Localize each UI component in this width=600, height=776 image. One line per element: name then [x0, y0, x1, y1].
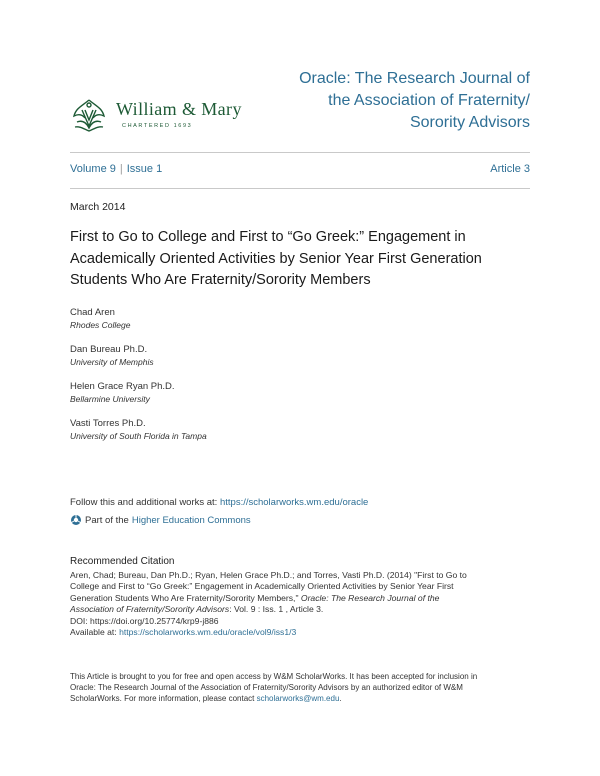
citation-heading: Recommended Citation: [70, 556, 175, 567]
citation-text: : Vol. 9 : Iss. 1 , Article 3.: [229, 604, 324, 615]
divider: [70, 188, 530, 189]
article-link[interactable]: Article 3: [490, 163, 530, 175]
follow-line: [70, 497, 368, 508]
crest-icon: [70, 96, 108, 134]
journal-name-italic: Oracle: The Research Journal of the: [300, 592, 440, 603]
footer-line: Oracle: The Research Journal of the Association of Fraternity/Sorority Advisors by an authorized editor of W&M: [70, 683, 463, 692]
author-name: Vasti Torres Ph.D.: [70, 418, 146, 429]
title-line: Academically Oriented Activities by Senior Year First Generation: [70, 250, 482, 267]
footer-text: .: [339, 694, 342, 703]
contact-email-link[interactable]: scholarworks@wm.edu: [256, 694, 340, 703]
journal-name-italic: Association of Fraternity/Sorority Advisors: [70, 604, 230, 615]
journal-title-line: the Association of Fraternity/: [328, 92, 530, 109]
divider: [70, 152, 530, 153]
article-title: [70, 227, 535, 292]
author-affiliation: Rhodes College: [70, 320, 131, 330]
available-text: Available at:: [70, 627, 120, 638]
citation-line: Aren, Chad; Bureau, Dan Ph.D.; Ryan, Helen Grace Ph.D.; and Torres, Vasti Ph.D. (2014) "First to Go to: [70, 570, 467, 580]
citation-line: [70, 593, 540, 604]
part-of-text: Part of the: [85, 514, 129, 526]
logo-wordmark: William & Mary: [116, 99, 242, 119]
william-mary-logo: [70, 96, 270, 138]
title-line: Students Who Are Fraternity/Sorority Members: [70, 272, 371, 288]
author-block: [70, 381, 175, 405]
footer-text: ScholarWorks. For more information, please contact: [70, 694, 257, 703]
footer-line: [70, 693, 540, 704]
title-line: First to Go to College and First to “Go Greek:” Engagement in: [70, 229, 466, 245]
author-affiliation: University of Memphis: [70, 357, 154, 367]
journal-title-link[interactable]: [280, 68, 530, 134]
author-affiliation: University of South Florida in Tampa: [70, 431, 207, 441]
author-affiliation: Bellarmine University: [70, 394, 150, 404]
citation-doi: DOI: https://doi.org/10.25774/krp9-j886: [70, 615, 219, 626]
publication-date: March 2014: [70, 201, 126, 213]
footer-line: This Article is brought to you for free and open access by W&M ScholarWorks. It has been accepted for inclusion in: [70, 672, 478, 681]
volume-link[interactable]: Volume 9: [70, 163, 116, 175]
logo-subtitle: CHARTERED 1693: [122, 123, 193, 129]
author-block: [70, 307, 130, 331]
issue-link[interactable]: Issue 1: [126, 163, 163, 175]
journal-title-line: Oracle: The Research Journal of: [299, 70, 530, 87]
citation-available: [70, 627, 540, 638]
article-url-link[interactable]: https://scholarworks.wm.edu/oracle/vol9/iss1/3: [119, 627, 297, 638]
follow-text: Follow this and additional works at:: [70, 497, 220, 508]
higher-education-commons-link[interactable]: Higher Education Commons: [131, 514, 251, 526]
author-name: Helen Grace Ryan Ph.D.: [70, 381, 175, 392]
access-statement: [70, 671, 540, 704]
journal-title-line: Sorority Advisors: [409, 114, 530, 131]
collection-link[interactable]: https://scholarworks.wm.edu/oracle: [219, 497, 369, 508]
author-name: Dan Bureau Ph.D.: [70, 344, 148, 355]
commons-network-icon: [70, 514, 82, 526]
citation-body: [70, 570, 540, 638]
citation-line: [70, 604, 540, 615]
author-block: [70, 418, 207, 442]
part-of-line: [70, 514, 251, 526]
citation-text: Generation Students Who Are Fraternity/Sorority Members,": [70, 592, 301, 603]
author-name: Chad Aren: [70, 307, 115, 318]
citation-line: College and First to “Go Greek:” Engagement in Academically Oriented Activities by Senior Year First: [70, 581, 454, 592]
volume-issue-line: Volume 9 | Issue 1: [70, 163, 163, 175]
author-block: [70, 344, 154, 368]
